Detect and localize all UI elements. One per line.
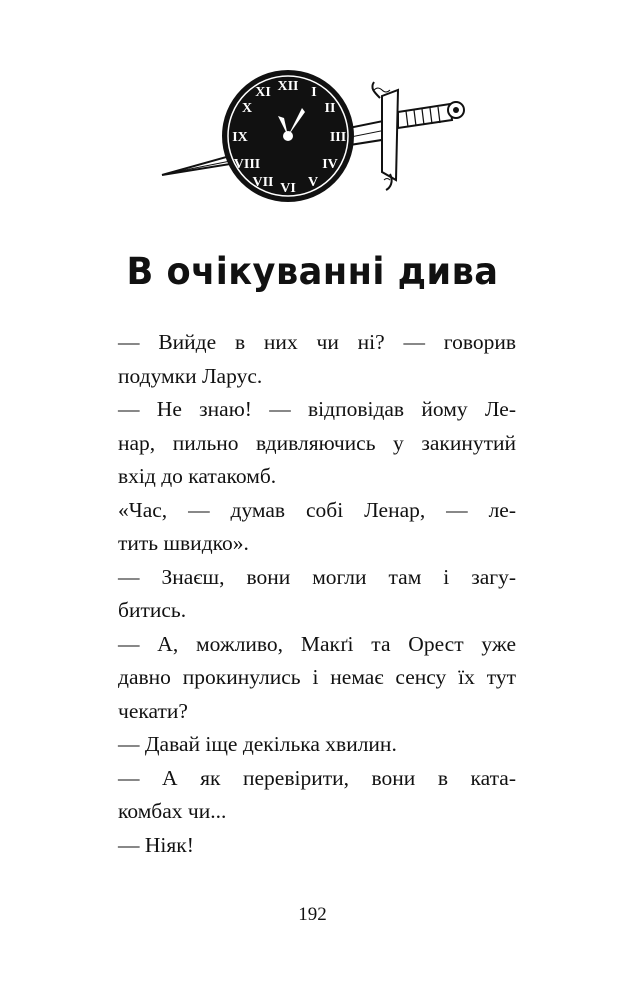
svg-text:XII: XII [277,79,299,94]
body-text [118,326,516,862]
text-line: подумки Ларус. [118,363,263,388]
text-line: — Знаєш, вони могли там і загу- [118,564,516,589]
svg-text:VI: VI [280,181,296,196]
svg-text:II: II [324,101,336,116]
text-line: комбах чи... [118,799,227,823]
text-line: «Час, — думав собі Ленар, — ле- [118,497,516,522]
text-line: — А як перевірити, вони в ката- [118,765,516,790]
text-line: чекати? [118,698,188,723]
clock-and-sword-icon [160,68,465,202]
text-line: вхід до катакомб. [118,464,277,488]
svg-text:X: X [241,101,253,116]
text-line: — Давай іще декілька хвилин. [118,732,397,756]
text-line: — А, можливо, Макґі та Орест уже [118,631,516,656]
text-line: — Не знаю! — відповідав йому Ле- [118,397,516,421]
svg-text:VIII: VIII [233,157,261,172]
svg-text:IX: IX [232,130,248,145]
svg-text:XI: XI [255,85,271,100]
svg-text:III: III [329,130,347,145]
text-line: — Вийде в них чи ні? — говорив [118,330,516,354]
text-line: битись. [118,598,187,622]
svg-text:I: I [311,85,317,100]
page-number: 192 [298,904,327,925]
text-line: — Ніяк! [118,832,194,857]
svg-text:IV: IV [322,157,338,172]
chapter-title: В очікуванні дива [126,250,499,293]
text-line: давно прокинулись і немає сенсу їх тут [118,665,516,689]
text-line: тить швидко». [118,531,249,555]
svg-text:VII: VII [252,175,274,190]
svg-text:V: V [307,175,319,190]
text-line: нар, пильно вдивляючись у закинутий [118,430,516,455]
